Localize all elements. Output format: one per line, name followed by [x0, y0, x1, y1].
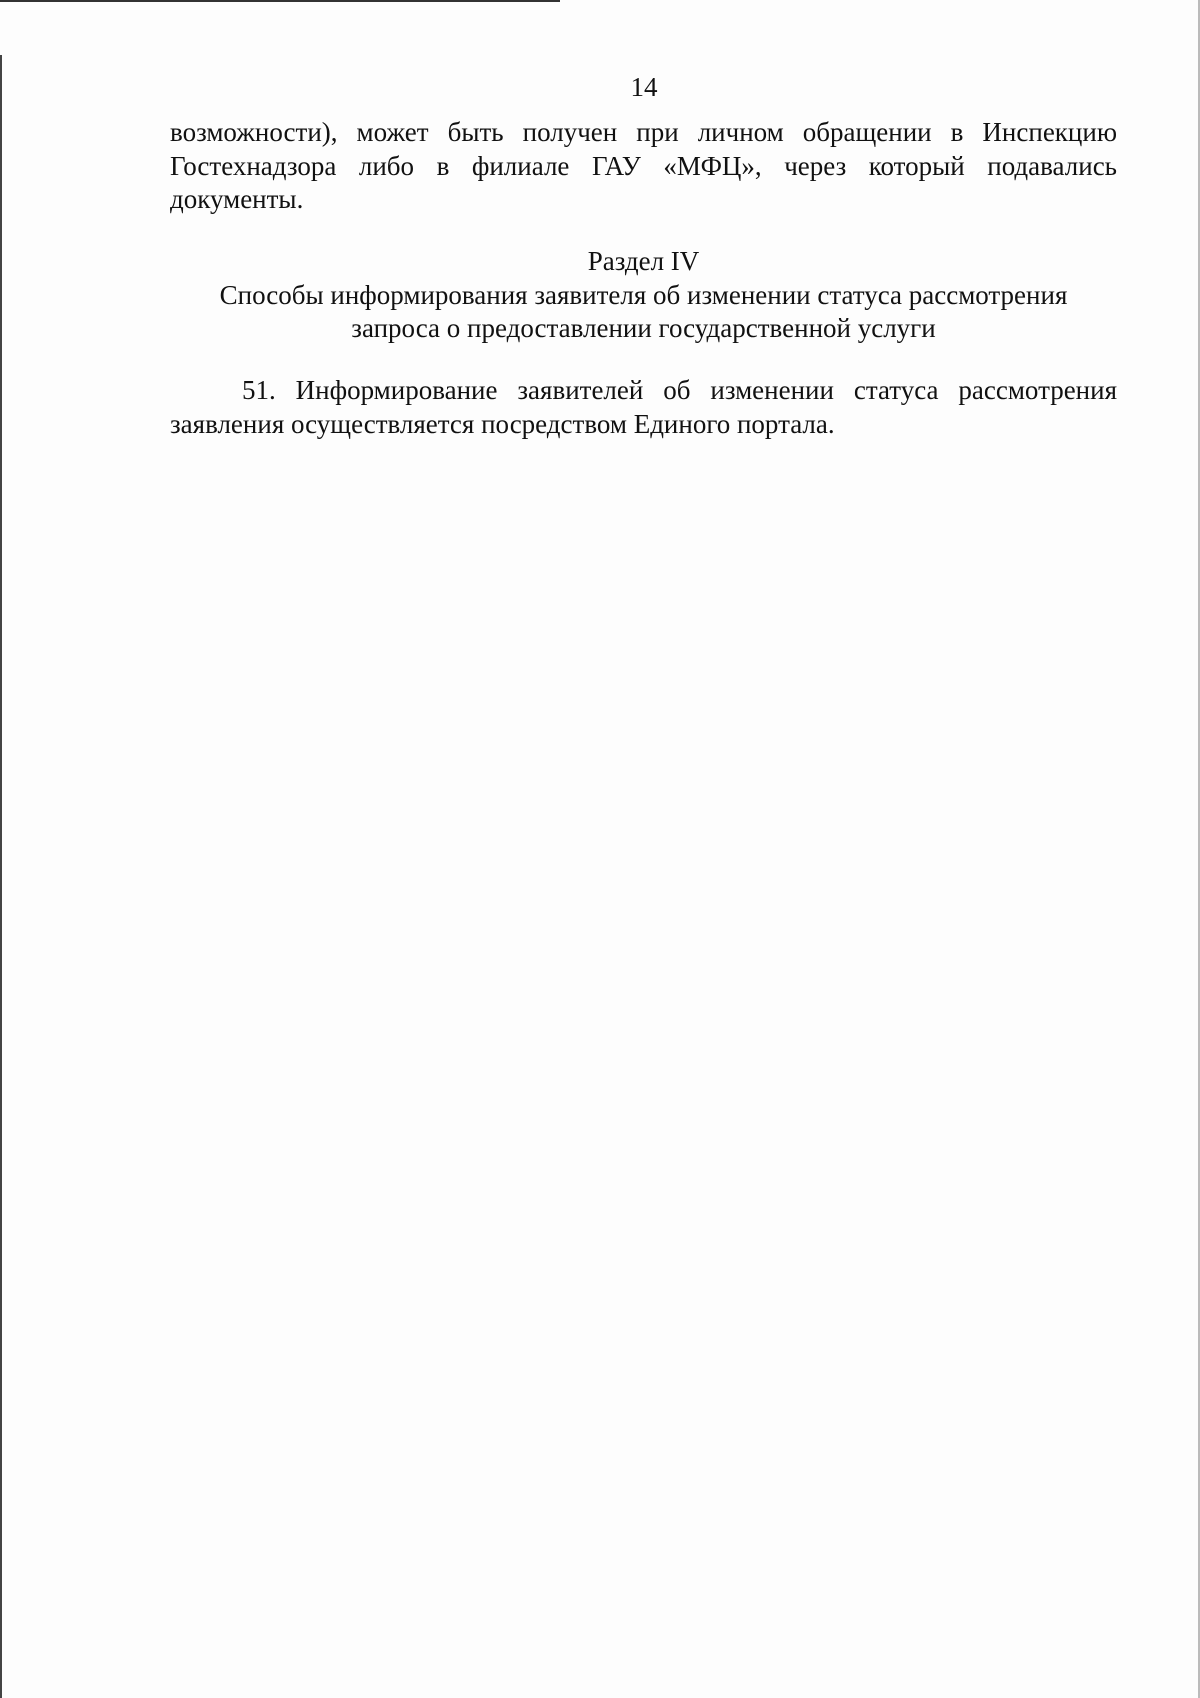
section-title-line-2: запроса о предоставлении государственной услуги — [351, 313, 936, 343]
continuation-paragraph: возможности), может быть получен при личном обращении в Инспекцию Гостехнадзора либо в филиале ГАУ «МФЦ», через который подавались документы. — [170, 117, 1117, 214]
section-heading — [170, 245, 1117, 346]
scan-edge-left — [0, 55, 2, 1698]
section-label: Раздел IV — [587, 246, 700, 276]
section-title-line-1: Способы информирования заявителя об изменении статуса рассмотрения — [219, 279, 1068, 310]
scan-edge-top — [0, 0, 560, 2]
paragraph-51: 51. Информирование заявителей об изменении статуса рассмотрения заявления осуществляется посредством Единого портала. — [170, 375, 1117, 439]
page-number: 14 — [630, 72, 658, 102]
